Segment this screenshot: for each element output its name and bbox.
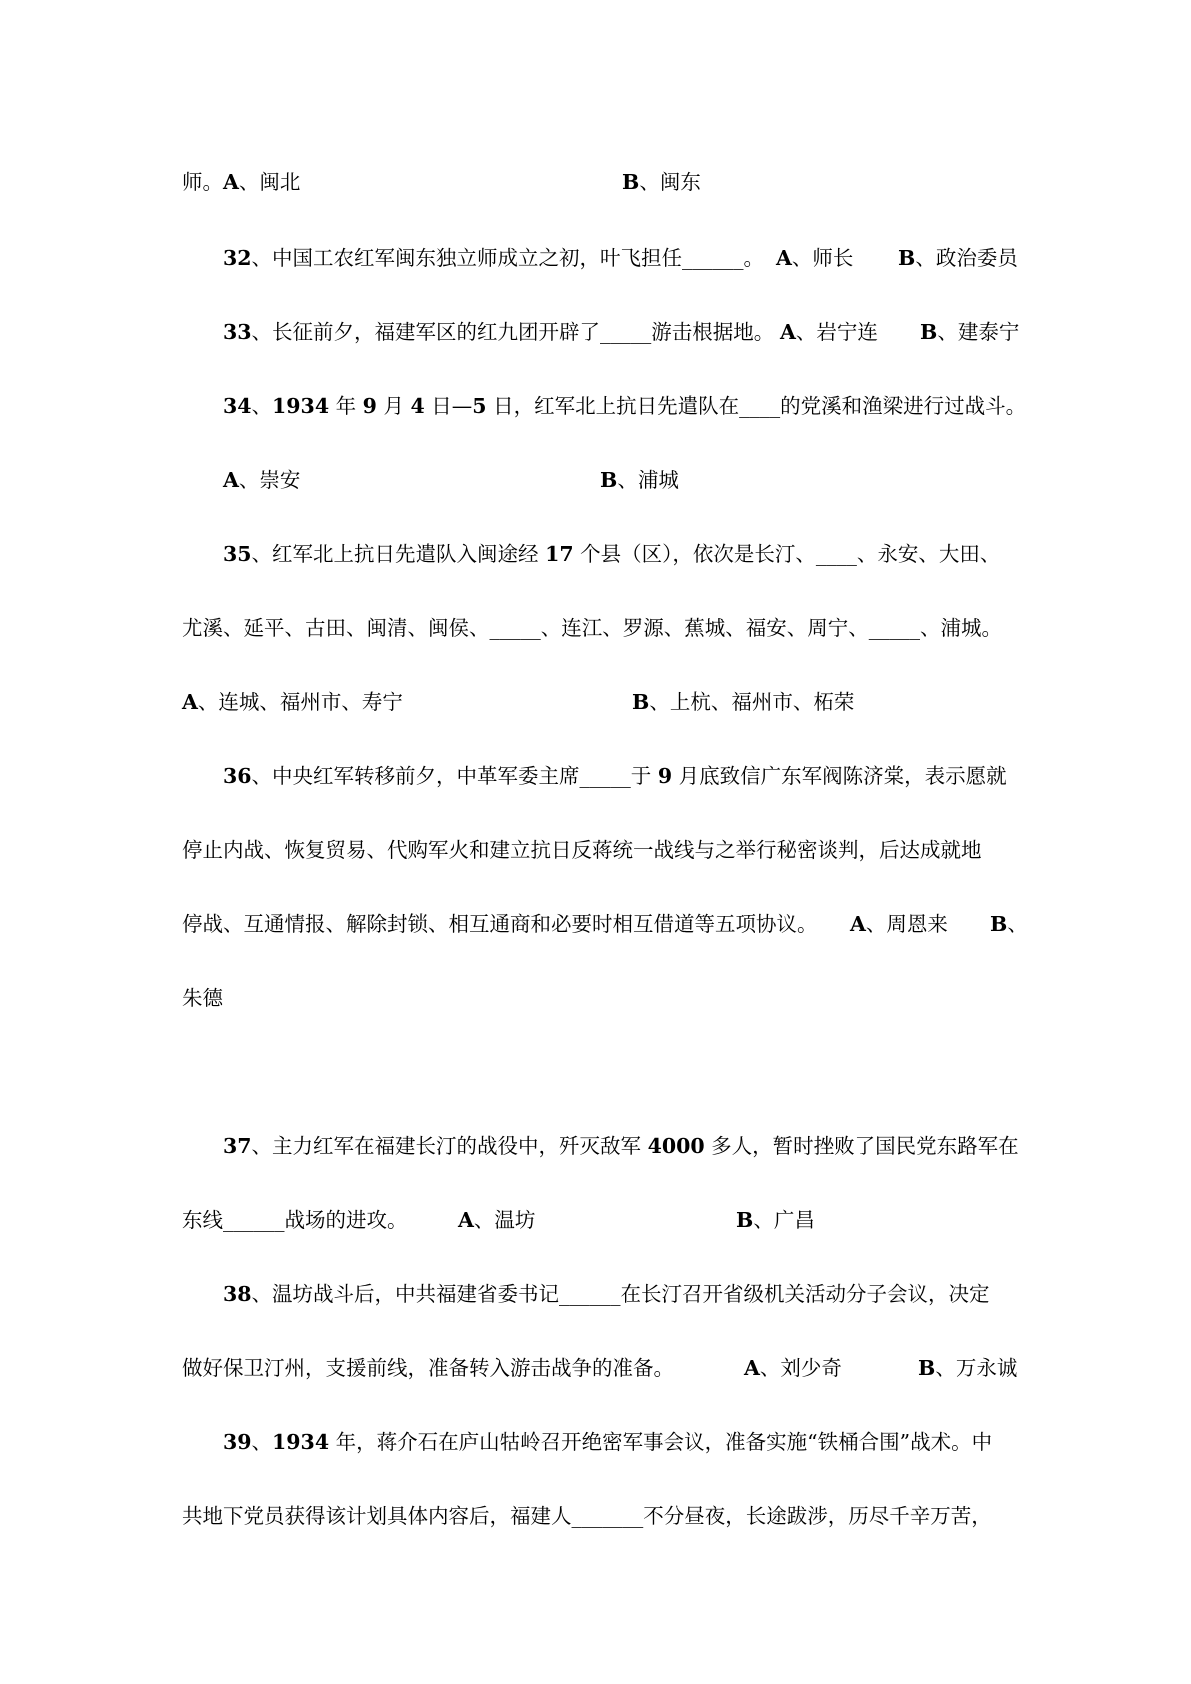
q34-year-suffix: 年: [335, 394, 357, 418]
q31-tail-text: 师。: [182, 170, 223, 194]
q36-option-a-letter: A: [850, 912, 866, 936]
q36-option-a-text: 、周恩来: [865, 912, 948, 936]
q37-option-a-letter: A: [458, 1208, 474, 1232]
q35-text-1: 、红军北上抗日先遣队入闽途经: [251, 542, 539, 566]
q32-text: 、中国工农红军闽东独立师成立之初，叶飞担任______。: [251, 246, 765, 270]
q38-option-a-letter: A: [744, 1356, 760, 1380]
q35-text-3: 尤溪、延平、古田、闽清、闽侯、_____、连江、罗源、蕉城、福安、周宁、_____、浦城。: [182, 616, 1002, 640]
q36-month: 9: [657, 764, 673, 788]
q31-option-b-text: 、闽东: [639, 170, 701, 194]
q34-month: 9: [362, 394, 377, 418]
q33-option-b-letter: B: [920, 320, 938, 344]
q37-text-3: 东线______战场的进攻。: [182, 1208, 408, 1232]
q34-day-sep: 日—: [431, 394, 473, 418]
q37-text-1: 、主力红军在福建长汀的战役中，歼灭敌军: [251, 1134, 642, 1158]
q31-option-b-letter: B: [622, 170, 640, 194]
q35-option-b-text: 、上杭、福州市、柘荣: [649, 690, 855, 714]
q38-text-1: 、温坊战斗后，中共福建省委书记______在长汀召开省级机关活动分子会议，决定: [251, 1282, 990, 1306]
q34-year: 1934: [272, 394, 330, 418]
q38-option-b-letter: B: [918, 1356, 936, 1380]
q36-text-1: 、中央红军转移前夕，中革军委主席_____于: [251, 764, 652, 788]
q34-option-b-letter: B: [600, 468, 618, 492]
q32-option-b-letter: B: [898, 246, 916, 270]
q36-option-b-letter: B: [990, 912, 1008, 936]
q32-option-a-text: 、师长: [791, 246, 854, 270]
q36-option-b-wrap: 朱德: [182, 986, 223, 1010]
q35-option-a-letter: A: [182, 690, 198, 714]
q35-county-count: 17: [545, 542, 574, 566]
document-page: 师。 A、闽北 B、闽东 32、中国工农红军闽东独立师成立之初，叶飞担任______。 A、师长 B、政治委员 33、长征前夕，福建军区的红九团开辟了_____游击根据地。 A、岩宁连 B、建泰宁 34、1934 年 9 月 4 日—5 日，红军北上抗日先遣队在____的党溪和渔梁进行过战斗。 A、崇安 B、浦城 35、红军北上抗日先遣队入闽途经 17 个县（区），依次是长汀、____、永安、大田、 尤溪、延平、古田、闽清、闽侯、_____、连江、罗源、蕉城、福安、周宁、_____、浦城。 A、连城、福州市、寿宁 B、上杭、福州市、柘荣 36、中央红军转移前夕，中革军委主席_____于 9 月底致信广东军阀陈济棠，表示愿就 停止内战、恢复贸易、代购军火和建立抗日反蒋统一战线与之举行秘密谈判，后达成就地 停战、互通情报、解除封锁、相互通商和必要时相互借道等五项协议。 A、周恩来 B、 朱德 37、主力红军在福建长汀的战役中，歼灭敌军 4000 多人，暂时挫败了国民党东路军在 东线______战场的进攻。 A、温坊 B、广昌 38、温坊战斗后，中共福建省委书记______在长汀召开省级机关活动分子会议，决定 做好保卫汀州，支援前线，准备转入游击战争的准备。 A、刘少奇 B、万永诚 39、1934 年，蒋介石在庐山牯岭召开绝密军事会议，准备实施“铁桶合围”战术。中 共地下党员获得该计划具体内容后，福建人_______不分昼夜，长途跋涉，历尽千辛万苦，: [0, 0, 1191, 1684]
q32-option-b-text: 、政治委员: [915, 246, 1018, 270]
q36-text-2: 月底致信广东军阀陈济棠，表示愿就: [678, 764, 1007, 788]
q37-text-2: 多人，暂时挫败了国民党东路军在: [711, 1134, 1019, 1158]
q32-option-a-letter: A: [776, 246, 792, 270]
q37-enemy-count: 4000: [647, 1134, 705, 1158]
q39-year: 1934: [272, 1430, 330, 1454]
q39-text-2: 共地下党员获得该计划具体内容后，福建人_______不分昼夜，长途跋涉，历尽千辛万苦，: [182, 1504, 992, 1528]
q37-number: 37: [223, 1134, 252, 1158]
q34-day-end: 5: [472, 394, 487, 418]
q34-day-start: 4: [410, 394, 425, 418]
q34-option-a-letter: A: [223, 468, 239, 492]
q33-option-a-text: 、岩宁连: [795, 320, 878, 344]
q37-option-b-letter: B: [736, 1208, 754, 1232]
q35-option-a-text: 、连城、福州市、寿宁: [197, 690, 403, 714]
q36-option-b-text: 、: [1007, 912, 1028, 936]
q36-text-4: 停战、互通情报、解除封锁、相互通商和必要时相互借道等五项协议。: [182, 912, 818, 936]
q35-text-2: 个县（区），依次是长汀、____、永安、大田、: [580, 542, 1001, 566]
q37-option-b-text: 、广昌: [753, 1208, 815, 1232]
q35-number: 35: [223, 542, 252, 566]
q34-number: 34: [223, 394, 252, 418]
q34-month-suffix: 月: [383, 394, 404, 418]
q38-option-a-text: 、刘少奇: [759, 1356, 842, 1380]
q38-number: 38: [223, 1282, 252, 1306]
q36-text-3: 停止内战、恢复贸易、代购军火和建立抗日反蒋统一战线与之举行秘密谈判，后达成就地: [182, 838, 982, 862]
q33-option-a-letter: A: [780, 320, 796, 344]
q32-number: 32: [223, 246, 252, 270]
q36-number: 36: [223, 764, 252, 788]
q39-text-1: 年，蒋介石在庐山牯岭召开绝密军事会议，准备实施“铁桶合围”战术。中: [335, 1430, 993, 1454]
q38-text-2: 做好保卫汀州，支援前线，准备转入游击战争的准备。: [182, 1356, 674, 1380]
q39-number: 39: [223, 1430, 252, 1454]
q34-option-a-text: 、崇安: [238, 468, 301, 492]
q38-option-b-text: 、万永诚: [935, 1356, 1018, 1380]
q33-number: 33: [223, 320, 252, 344]
q33-text: 、长征前夕，福建军区的红九团开辟了_____游击根据地。: [251, 320, 775, 344]
q31-option-a-letter: A: [223, 170, 239, 194]
q35-option-b-letter: B: [632, 690, 650, 714]
q33-option-b-text: 、建泰宁: [937, 320, 1020, 344]
q37-option-a-text: 、温坊: [473, 1208, 536, 1232]
q34-text: 日，红军北上抗日先遣队在____的党溪和渔梁进行过战斗。: [493, 394, 1027, 418]
q34-option-b-text: 、浦城: [617, 468, 679, 492]
q31-option-a-text: 、闽北: [238, 170, 301, 194]
